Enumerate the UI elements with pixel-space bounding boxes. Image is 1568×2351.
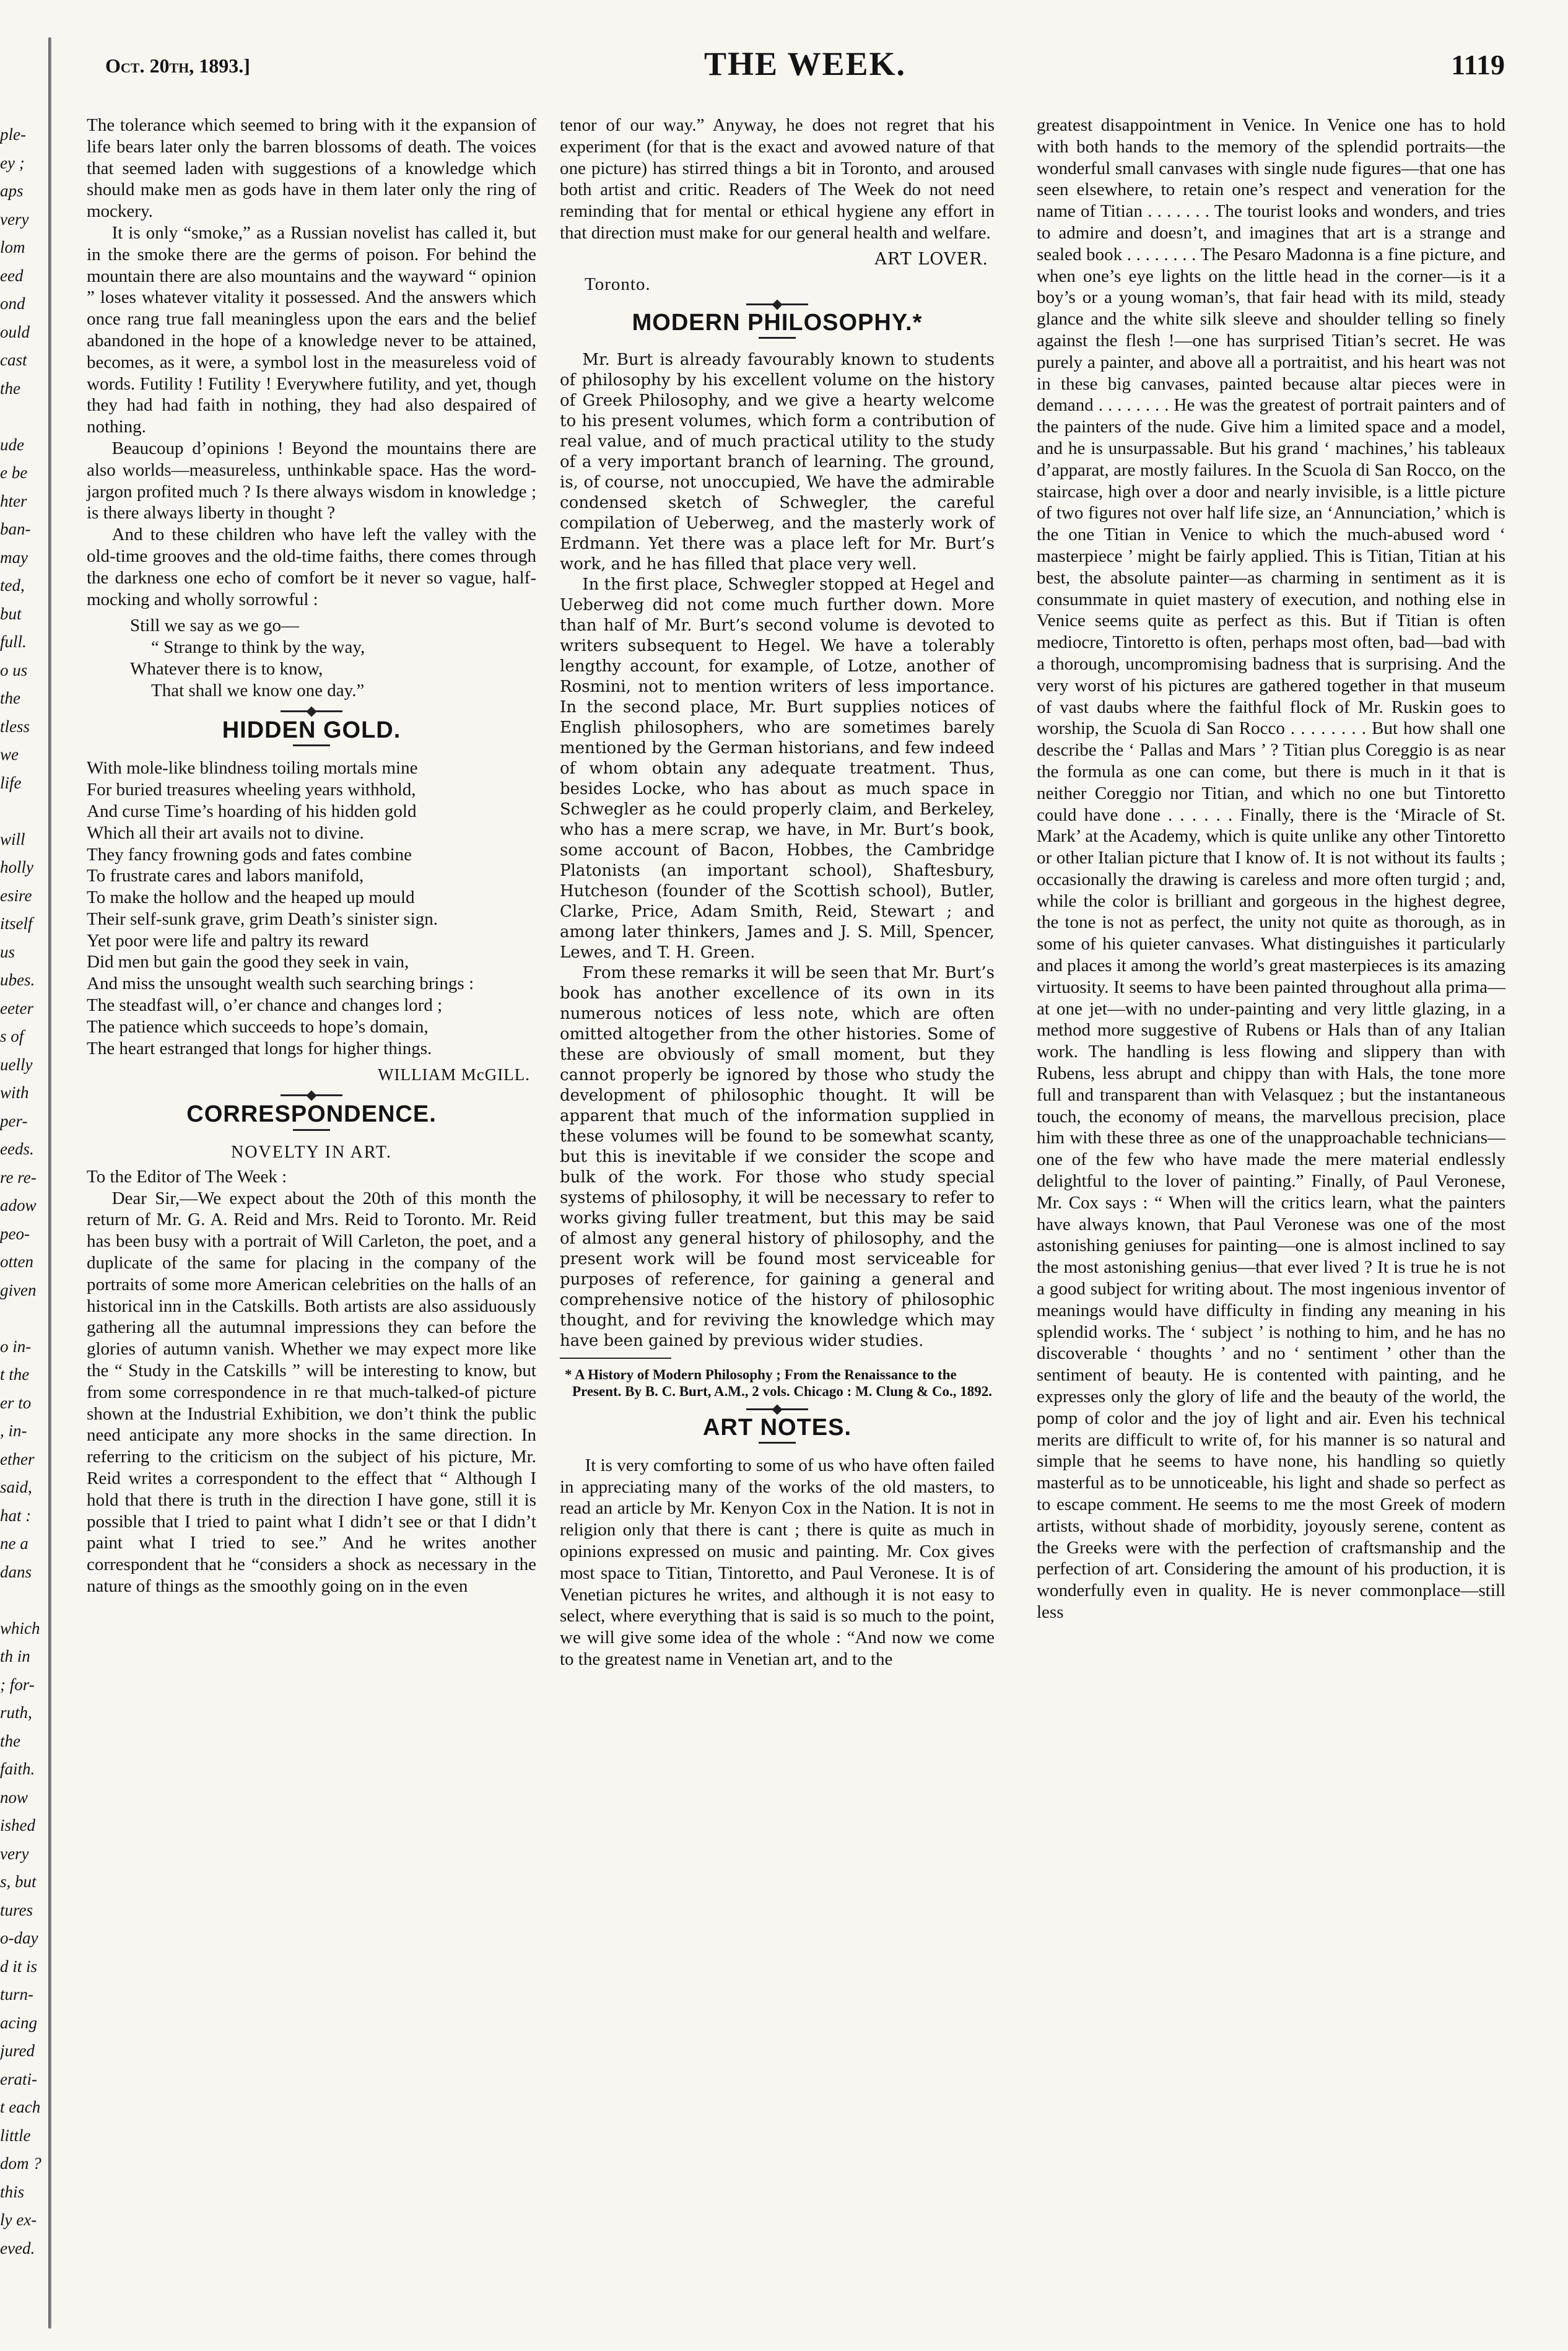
letter-continuation: tenor of our way.” Anyway, he does not regret that his experiment (for that is the exact and avowed nature of that one picture) has stirred things a bit in Toronto, and aroused both artist and critic. Readers of The Week do not need reminding that for mental or ethical hygiene any effort in that direction must make for our general health and welfare. (560, 115, 995, 243)
gutter-fragment: s, but (0, 1872, 37, 1891)
body-paragraph: The tolerance which seemed to bring with it the expansion of life bears later only the barren blossoms of death. The voices that seemed laden with suggestions of a knowledge which should make men as gods have in them later only the ring of mockery. (87, 115, 536, 222)
gutter-fragment: ubes. (0, 970, 35, 989)
poem-line: Still we say as we go— (130, 616, 300, 636)
gutter-fragment: ey ; (0, 153, 25, 172)
poem-line: “ Strange to think by the way, (151, 637, 365, 658)
gutter-fragment: o in- (0, 1337, 32, 1356)
gutter-fragment: little (0, 2126, 31, 2145)
gutter-fragment: re re- (0, 1167, 37, 1187)
page-number: 1119 (1451, 49, 1505, 81)
section-divider (746, 1408, 808, 1410)
heading-rule (293, 744, 330, 746)
column-right (1037, 115, 1505, 1623)
gutter-fragment: esire (0, 886, 32, 905)
gutter-fragment: may (0, 547, 28, 567)
facing-page-fragments (0, 121, 41, 2257)
gutter-fragment: uelly (0, 1055, 33, 1074)
gutter-fragment: e be (0, 463, 28, 482)
gutter-fragment: with (0, 1083, 29, 1102)
gutter-fragment: ple- (0, 125, 26, 144)
sonnet-line: Their self-sunk grave, grim Death’s sinister sign. (87, 909, 438, 929)
gutter-fragment: eed (0, 266, 24, 285)
gutter-fragment: erati- (0, 2069, 37, 2088)
review-paragraph: In the first place, Schwegler stopped at Hegel and Ueberweg did not come much further down. More than half of Mr. Burt’s second volume is devoted to writers subsequent to Hegel. We have a tolerably lengthy account, for example, of Lotze, another of Rosmini, not to mention writers of less importance. In the second place, Mr. Burt supplies notices of English philosophers, who are sometimes barely mentioned by the German historians, and few indeed of whom obtain any adequate treatment. Thus, besides Locke, who has about as much space in Schwegler as he could properly claim, and Berkeley, who has a mere scrap, we have, in Mr. Burt’s book, some account of Bacon, Hobbes, the Cambridge Platonists (an important school), Shaftesbury, Hutcheson (founder of the Scottish school), Butler, Clarke, Price, Adam Smith, Reid, Stewart ; and among later thinkers, James and J. S. Mill, Spencer, Lewes, and T. H. Green. (560, 575, 995, 962)
gutter-fragment: s of (0, 1027, 24, 1045)
gutter-fragment: full. (0, 632, 27, 651)
gutter-fragment: ruth, (0, 1703, 32, 1722)
sonnet-line: To frustrate cares and labors manifold, (87, 866, 364, 886)
sonnet-line: Did men but gain the good they seek in vain, (87, 952, 409, 972)
letter-salutation: To the Editor of The Week : (87, 1166, 287, 1187)
modern-philosophy-heading: MODERN PHILOSOPHY.* (632, 309, 923, 336)
poem-line: Whatever there is to know, (130, 658, 323, 679)
gutter-fragment: life (0, 773, 22, 792)
gutter-fragment: acing (0, 2013, 37, 2032)
gutter-fragment: dans (0, 1562, 32, 1581)
sonnet-line: Which all their art avails not to divine. (87, 822, 364, 843)
gutter-fragment: er to (0, 1393, 32, 1412)
body-paragraph: Beaucoup d’opinions ! Beyond the mountains there are also worlds—measureless, unthinkable space. Has the word-jargon profited much ? Is there always wisdom in knowledge ; is there always liberty in thought ? (87, 438, 536, 523)
gutter-fragment: jured (0, 2041, 35, 2060)
gutter-fragment: the (0, 689, 20, 707)
gutter-fragment: ban- (0, 520, 31, 538)
gutter-fragment (0, 1304, 37, 1333)
gutter-fragment: d it is (0, 1956, 38, 1976)
poem-line: That shall we know one day.” (151, 680, 365, 700)
sonnet-line: And curse Time’s hoarding of his hidden gold (87, 801, 417, 821)
page-header (99, 45, 1511, 88)
gutter-fragment: eeter (0, 998, 33, 1018)
gutter-fragment: very (0, 1844, 29, 1863)
gutter-fragment: cast (0, 351, 27, 369)
gutter-fragment (0, 797, 37, 826)
gutter-fragment: dom ? (0, 2154, 41, 2173)
hidden-gold-sonnet (87, 757, 536, 1059)
letter-body: Dear Sir,—We expect about the 20th of this month the return of Mr. G. A. Reid and Mrs. Reid to Toronto. Mr. Reid has been busy with a portrait of Will Carleton, the poet, and a duplicate of the same for placing in the company of the portraits of some more American celebrities on the halls of an historical inn in the Catskills. Both artists are also assiduously gathering all the autumnal impressions they can before the glories of autumn vanish. Whether we may expect more like the “ Study in the Catskills ” will be interesting to know, but from some correspondence in re that much-talked-of picture shown at the Industrial Exhibition, we don’t think the public need anticipate any more shocks in the same direction. In referring to the criticism on the subject of his picture, Mr. Reid writes a correspondent to the effect that “ Although I hold that there is truth in the direction I have gone, still it is possible that I tried to paint what I didn’t see or that I didn’t paint what I tried to see.” And he writes another correspondent that he “considers a shock as necessary in the nature of things as the smoothly going on in the even (87, 1188, 536, 1596)
sonnet-line: To make the hollow and the heaped up mould (87, 888, 415, 908)
gutter-fragment: us (0, 942, 15, 961)
gutter-fragment: this (0, 2182, 25, 2201)
poem-author: WILLIAM McGILL. (378, 1065, 530, 1084)
gutter-fragment: hter (0, 491, 27, 510)
body-paragraph: It is only “smoke,” as a Russian novelist has called it, but in the smoke there are the germs of poison. For behind the mountain there are also mountains and the wayward “ opinion ” loses whatever vitality it possessed. And the answers which once rang true fall meaningless upon the ears and the belief abandoned in the hope of a knowledge never to be attained, becomes, as it were, a symbol lost in the measureless void of words. Futility ! Futility ! Everywhere futility, and yet, though they had had faith in nothing, they had also despaired of nothing. (87, 222, 536, 437)
letter-signature: ART LOVER. (874, 249, 988, 269)
heading-rule (759, 1442, 796, 1444)
gutter-fragment: ished (0, 1816, 35, 1834)
sonnet-line: The heart estranged that longs for higher things. (87, 1038, 432, 1058)
gutter-fragment: ; for- (0, 1675, 35, 1694)
review-paragraph: Mr. Burt is already favourably known to students of philosophy by his excellent volume on the history of Greek Philosophy, and we give a hearty welcome to his present volumes, which form a contribution of real value, and of much practical utility to the study of a very important branch of learning. The ground, is, of course, not unoccupied, We have the admirable condensed sketch of Schwegler, the careful compilation of Ueberweg, and the masterly work of Erdmann. Yet there was a place left for Mr. Burt’s work, and he has filled that place very well. (560, 350, 995, 574)
gutter-fragment: t each (0, 2098, 41, 2116)
sonnet-line: The patience which succeeds to hope’s domain, (87, 1016, 429, 1037)
section-divider (281, 1094, 342, 1096)
gutter-fragment: ether (0, 1449, 35, 1468)
gutter-fragment: which (0, 1618, 40, 1638)
gutter-fragment: aps (0, 181, 24, 200)
gutter-fragment: adow (0, 1196, 37, 1215)
sonnet-line: They fancy frowning gods and fates combine (87, 844, 412, 865)
sonnet-line: And miss the unsought wealth such searching brings : (87, 974, 474, 994)
gutter-fragment: hat : (0, 1506, 32, 1525)
gutter-fragment: ond (0, 294, 25, 313)
gutter-fragment: holly (0, 858, 33, 876)
gutter-fragment: but (0, 604, 22, 623)
column-middle (560, 115, 995, 1670)
section-divider (746, 303, 808, 305)
gutter-fragment: peo- (0, 1224, 30, 1243)
gutter-fragment: per- (0, 1111, 28, 1130)
gutter-fragment: otten (0, 1252, 33, 1271)
body-paragraph: And to these children who have left the valley with the old-time grooves and the old-time faiths, there comes through the darkness one echo of comfort be it never so vague, half-mocking and wholly sorrowful : (87, 525, 536, 609)
publication-title: THE WEEK. (703, 45, 907, 82)
gutter-fragment: the (0, 1731, 20, 1750)
letter-subtitle: NOVELTY IN ART. (231, 1143, 392, 1162)
footnote: * A History of Modern Philosophy ; From the Renaissance to the Present. By B. C. Burt, A.M., 2 vols. Chicago : M. Clung & Co., 1892. (565, 1366, 993, 1399)
gutter-fragment: th in (0, 1647, 30, 1665)
gutter-fragment: lom (0, 238, 25, 256)
gutter-fragment: tless (0, 717, 30, 736)
gutter-fragment: itself (0, 914, 33, 933)
art-notes-heading: ART NOTES. (702, 1414, 852, 1441)
gutter-fragment: eved. (0, 2238, 35, 2257)
gutter-fragment: now (0, 1787, 28, 1807)
gutter-fragment: o-day (0, 1929, 38, 1947)
gutter-fragment: given (0, 1280, 37, 1299)
sonnet-line: Yet poor were life and paltry its reward (87, 930, 369, 951)
art-notes-paragraph: It is very comforting to some of us who have often failed in appreciating many of the works of the old masters, to read an article by Mr. Kenyon Cox in the Nation. It is not in religion only that there is cant ; there is quite as much in opinions expressed on music and painting. Mr. Cox gives most space to Titian, Tintoretto, and Paul Veronese. It is of Venetian pictures he writes, and although it is not easy to select, where everything that is said is so much to the point, we will give some idea of the whole : “And now we come to the greatest name in Venetian art, and to the (560, 1455, 995, 1669)
footnote-rule (560, 1358, 671, 1359)
heading-rule (293, 1129, 330, 1131)
gutter-fragment (0, 1586, 37, 1615)
review-paragraph: From these remarks it will be seen that Mr. Burt’s book has another excellence of its own in its numerous notices of less note, which are often omitted altogether from the other histories. Some of these are obviously of small moment, but they cannot properly be ignored by those who study the development of philosophic thought. It will be apparent that much of the information supplied in these volumes will be found to be somewhat scanty, but this is inevitable if we consider the scope and bulk of the work. For those who study special systems of philosophy, it will be necessary to refer to works giving fuller treatment, but this may be said of almost any general history of philosophy, and the present work will be found most serviceable for purposes of reference, for gaining a general and comprehensive notice of the history of philosophic thought, and for reviving the knowledge which may have been gained by previous wider studies. (560, 963, 995, 1350)
art-notes-continuation: greatest disappointment in Venice. In Venice one has to hold with both hands to the memory of the splendid portraits—the wonderful small canvases with single nude figures—that one has seen elsewhere, to retain one’s respect and veneration for the name of Titian . . . . . . . The tourist looks and wonders, and tries to admire and doesn’t, and imagines that art is a strange and sealed book . . . . . . . . The Pesaro Madonna is a fine picture, and when one’s eye lights on the little head in the corner—is it a boy’s or a young woman’s, that fair head with its mild, steady glance and the white silk sleeve and shoulder telling so finely against the flesh !—one has surprised Titian’s secret. He was purely a painter, and above all a portraitist, and his heart was not in these big canvases, painted because altar pieces were in demand . . . . . . . . He was the greatest of portrait painters and of the painters of the nude. Give him a limited space and a model, and he is unsurpassable. But his grand ‘ machines,’ his tableaux d’apparat, are mostly failures. In the Scuola di San Rocco, on the staircase, high over a door and nearly invisible, is a little picture of two figures not over half life size, an ‘Annunciation,’ which is the one Titian in Venice to which the much-abused word ‘ masterpiece ’ might be fairly applied. This is Titian, Titian at his best, the absolute painter—as charming in sentiment as it is consummate in quiet mastery of execution, and nothing else in Venice seems quite as perfect as this. But if Titian is often mediocre, Tintoretto is often, perhaps most often, bad—bad with a thorough, uncompromising badness that is surprising. And the very worst of his pictures are gathered together in that museum of vast daubs where the faithful flock of Mr. Ruskin goes to worship, the Scuola di San Rocco . . . . . . . . But how shall one describe the ‘ Pallas and Mars ’ ? Titian plus Coreggio is as near the formula as one can come, but there is much in it that is neither Coreggio nor Titian, and which no one but Tintoretto could have done . . . . . . Finally, there is the ‘Miracle of St. Mark’ at the Academy, which is quite unlike any other Tintoretto or other Italian picture that I know of. It is not without its faults ; occasionally the drawing is careless and more often turgid ; and, while the color is brilliant and gorgeous in the highest degree, the tone is not as perfect, the unity not quite as thorough, as in some of his quieter canvases. What distinguishes it particularly and places it among the world’s great masterpieces is its amazing virtuosity. It seems to have been painted throughout alla prima—at one jet—with no under-painting and very little glazing, in a method more suggestive of Rubens or Hals than of any Italian work. The handling is less flowing and slippery than with Rubens, less abrupt and chippy than with Hals, the tone more full and transparent than with Velasquez ; but the instantaneous touch, the economy of means, the marvellous precision, place him with these three as one of the unapproachable technicians—one of the few who have made the mere material endlessly delightful to the lover of painting.” Finally, of Paul Veronese, Mr. Cox says : “ When will the critics learn, what the painters have always known, that Paul Veronese was one of the most astonishing geniuses for painting—one is almost inclined to say the most astonishing genius—that ever lived ? It is true he is not a good subject for writing about. The most ingenious inventor of meanings would have difficulty in finding any meaning in his splendid works. The ‘ subject ’ is nothing to him, and he has no discoverable ‘ thoughts ’ and no ‘ sentiment ’ other than the sentiment of beauty. He is contented with painting, and he expresses only the glory of life and the beauty of the world, the pomp of color and the joy of light and air. Even his technical merits are difficult to write of, for his manner is so natural and simple that he seems to have none, his handling so quietly masterful as to be unnoticeable, his light and shade so perfect as to escape comment. He seems to me the most Greek of modern artists, without shade of morbidity, joyously serene, content as the Greeks were with the perfection of craftsmanship and the perfection of art. Considering the amount of his production, it is wonderfully even in quality. He is never commonplace—still less (1037, 115, 1505, 1622)
column-left (87, 115, 536, 1597)
gutter-fragment: ude (0, 435, 24, 454)
section-divider (281, 710, 342, 712)
gutter-fragment: eeds. (0, 1140, 34, 1158)
heading-rule (759, 337, 796, 339)
letter-location: Toronto. (585, 274, 651, 294)
gutter-fragment: ted, (0, 576, 25, 595)
correspondence-heading: CORRESPONDENCE. (186, 1101, 437, 1128)
gutter-fragment: will (0, 829, 25, 848)
gutter-fragment: very (0, 209, 29, 229)
gutter-fragment: tures (0, 1900, 33, 1919)
gutter-fragment: ly ex- (0, 2210, 37, 2229)
gutter-fragment: , in- (0, 1421, 27, 1440)
gutter-fragment: ne a (0, 1534, 28, 1553)
gutter-fragment: turn- (0, 1985, 33, 2004)
quoted-poem (130, 615, 536, 701)
gutter-fragment: o us (0, 660, 28, 679)
sonnet-line: The steadfast will, o’er chance and changes lord ; (87, 995, 443, 1016)
gutter-fragment: ould (0, 322, 30, 341)
gutter-fragment: faith. (0, 1760, 35, 1778)
gutter-fragment: said, (0, 1478, 32, 1496)
issue-date: Oct. 20th, 1893.] (105, 55, 250, 77)
page-fold-shadow (48, 37, 51, 2329)
hidden-gold-heading: HIDDEN GOLD. (222, 717, 401, 743)
gutter-fragment (0, 403, 37, 431)
sonnet-line: For buried treasures wheeling years withhold, (87, 780, 416, 800)
gutter-fragment: the (0, 378, 20, 398)
gutter-fragment: we (0, 745, 19, 764)
sonnet-line: With mole-like blindness toiling mortals mine (87, 758, 418, 779)
gutter-fragment: t the (0, 1365, 30, 1384)
